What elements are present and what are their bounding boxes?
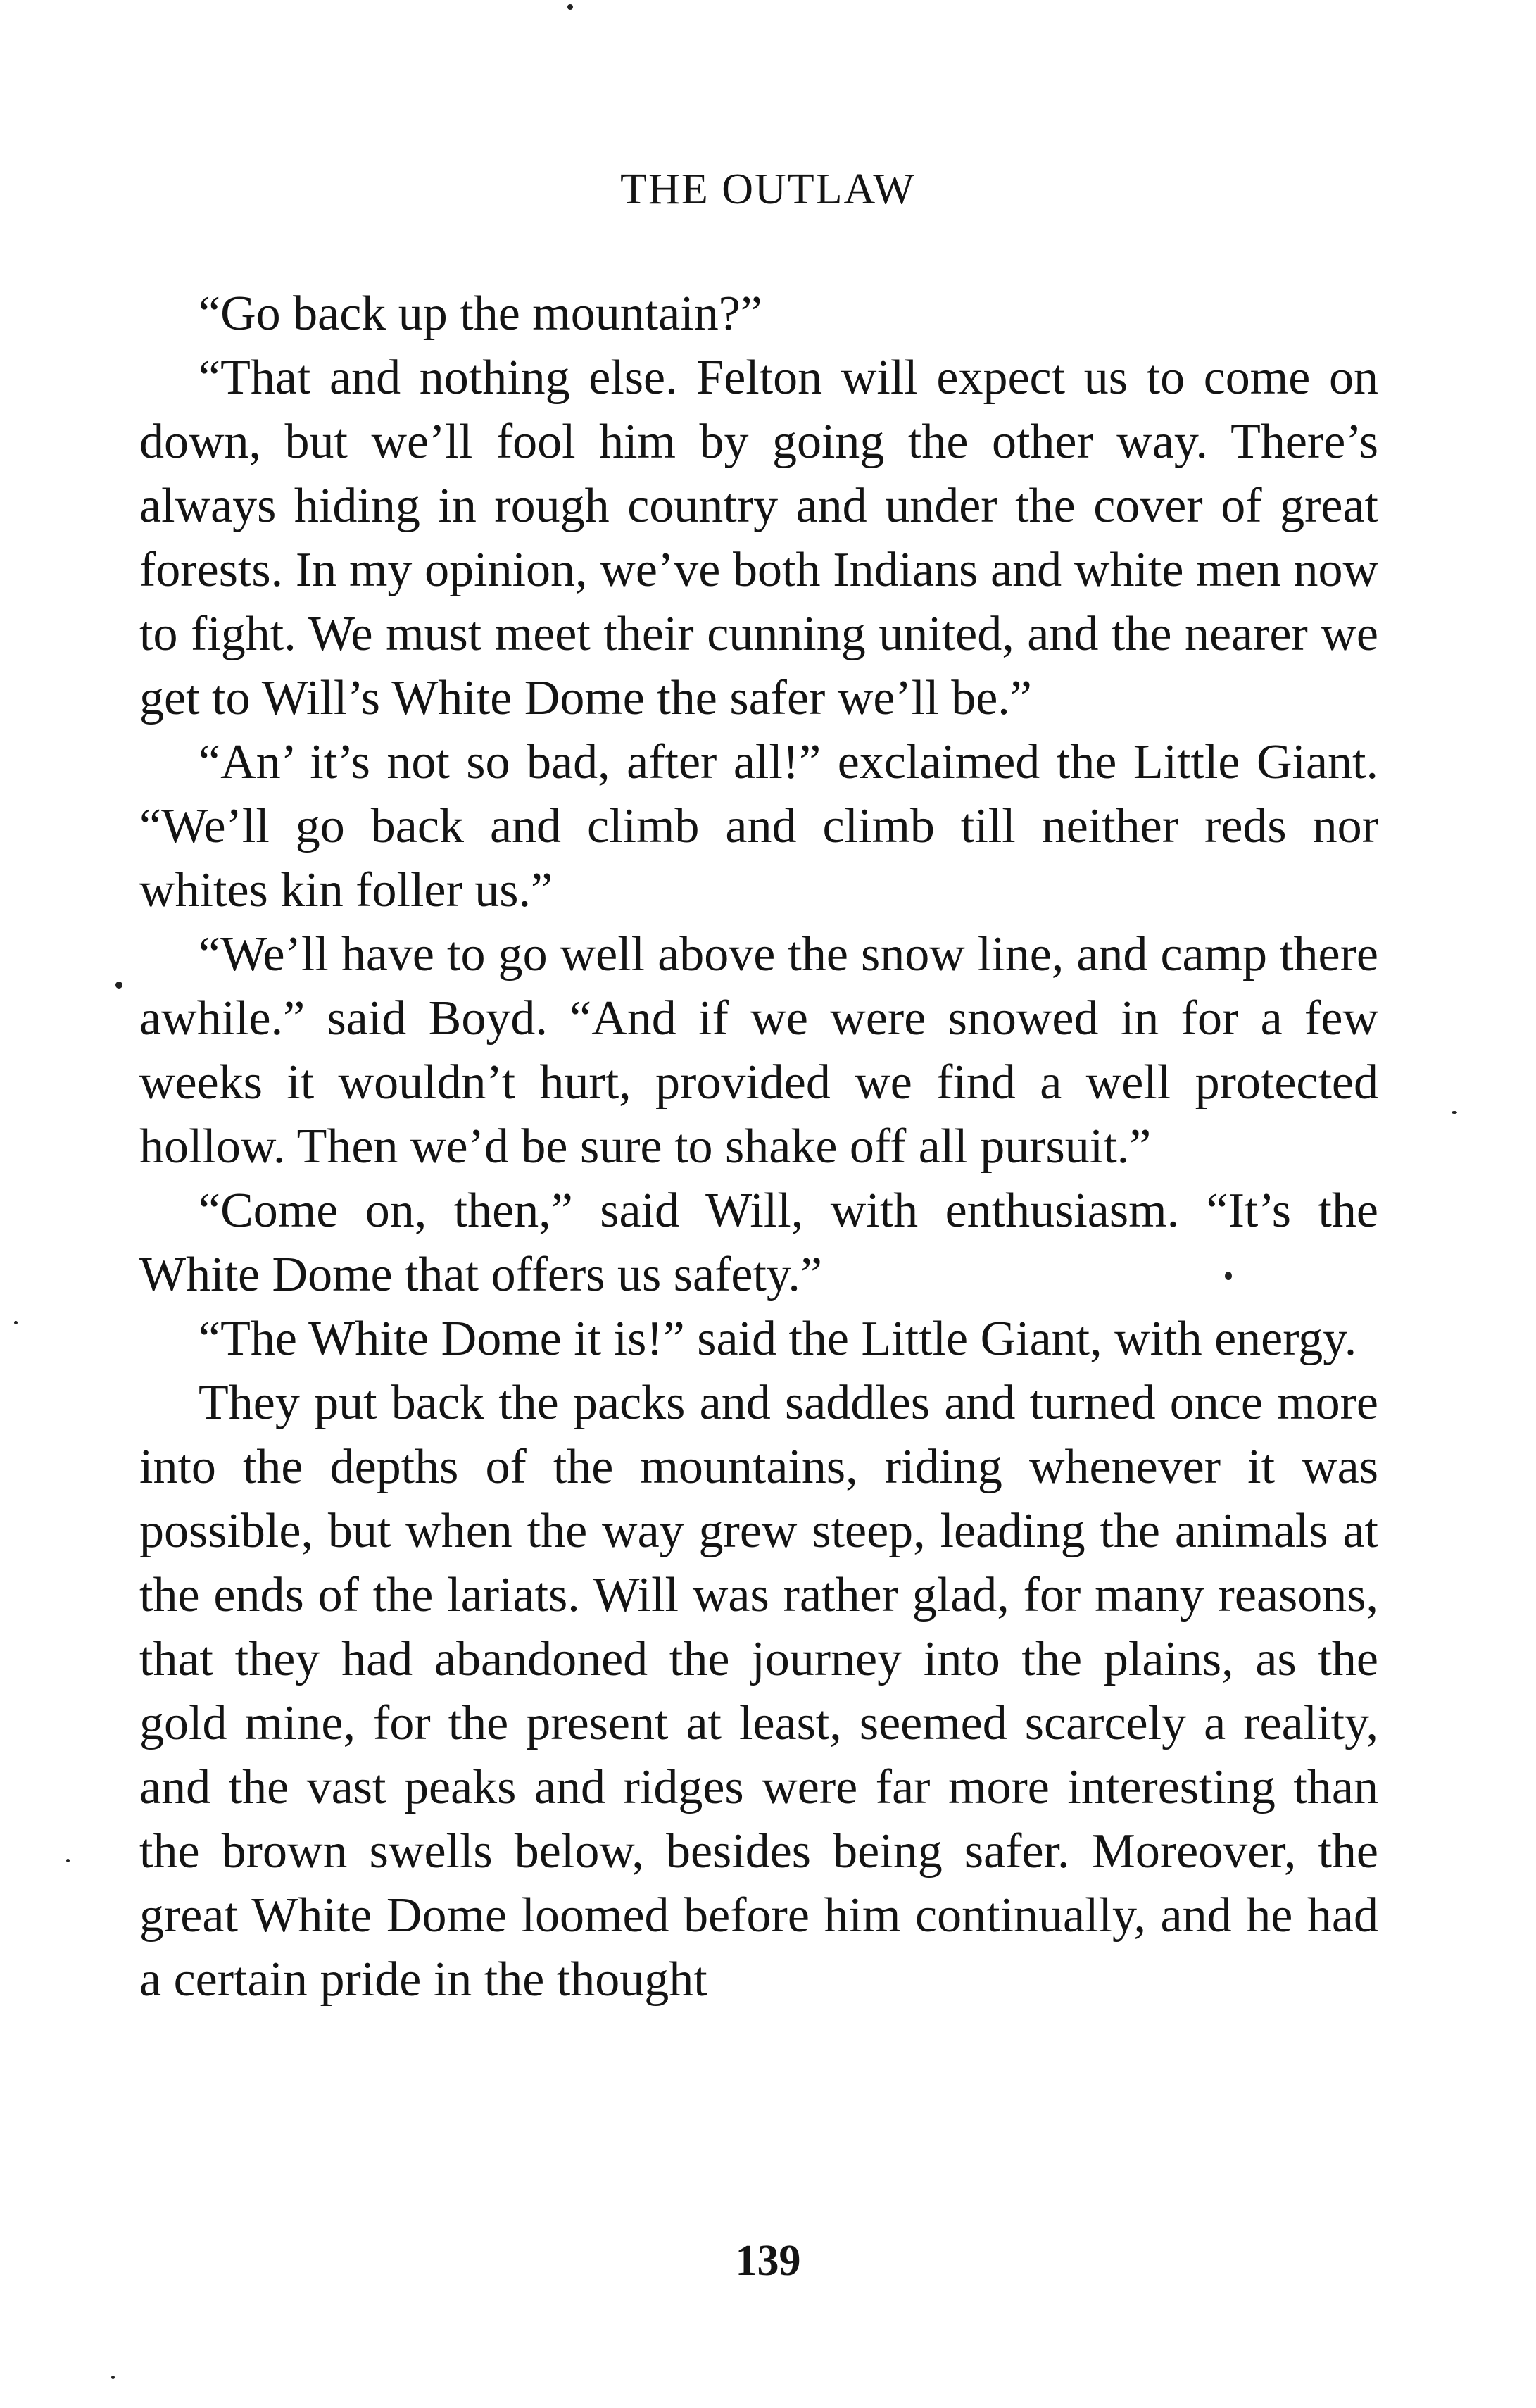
print-speck	[115, 982, 122, 989]
page-number: 139	[735, 2237, 801, 2285]
body-text	[139, 282, 1378, 2012]
paragraph-2: “That and nothing else. Felton will expect us to come on down, but we’ll fool him by going the other way. There’s always hiding in rough country and under the cover of great forests. In my opinion, we’ve both Indians and white men now to fight. We must meet their cunning united, and the nearer we get to Will’s White Dome the safer we’ll be.”	[139, 351, 1378, 725]
print-speck	[1225, 1272, 1232, 1280]
paragraph-3: “An’ it’s not so bad, after all!” exclaimed the Little Giant. “We’ll go back and climb and climb till neither reds nor whites kin foller us.”	[139, 735, 1378, 917]
paragraph-1: “Go back up the mountain?”	[199, 287, 762, 341]
paragraph-7: They put back the packs and saddles and turned once more into the depths of the mountains, riding whenever it was possible, but when the way grew steep, leading the animals at the ends of the lariats. Will was rather glad, for many reasons, that they had abandoned the journey into the plains, as the gold mine, for the present at least, seemed scarcely a reality, and the vast peaks and ridges were far more interesting than the brown swells below, besides being safer. Moreover, the great White Dome loomed before him continually, and he had a certain pride in the thought	[139, 1376, 1378, 2007]
print-speck	[66, 1859, 70, 1862]
print-speck	[1452, 1111, 1457, 1114]
print-speck	[567, 4, 573, 10]
paragraph-6: “The White Dome it is!” said the Little Giant, with energy.	[199, 1312, 1357, 1366]
running-head: THE OUTLAW	[620, 165, 916, 213]
paragraph-4: “We’ll have to go well above the snow line, and camp there awhile.” said Boyd. “And if we were snowed in for a few weeks it wouldn’t hurt, provided we find a well protected hollow. Then we’d be sure to shake off all pursuit.”	[139, 927, 1378, 1174]
print-speck	[14, 1321, 18, 1324]
paragraph-5: “Come on, then,” said Will, with enthusiasm. “It’s the White Dome that offers us safety.”	[139, 1184, 1378, 1302]
print-speck	[111, 2376, 115, 2379]
